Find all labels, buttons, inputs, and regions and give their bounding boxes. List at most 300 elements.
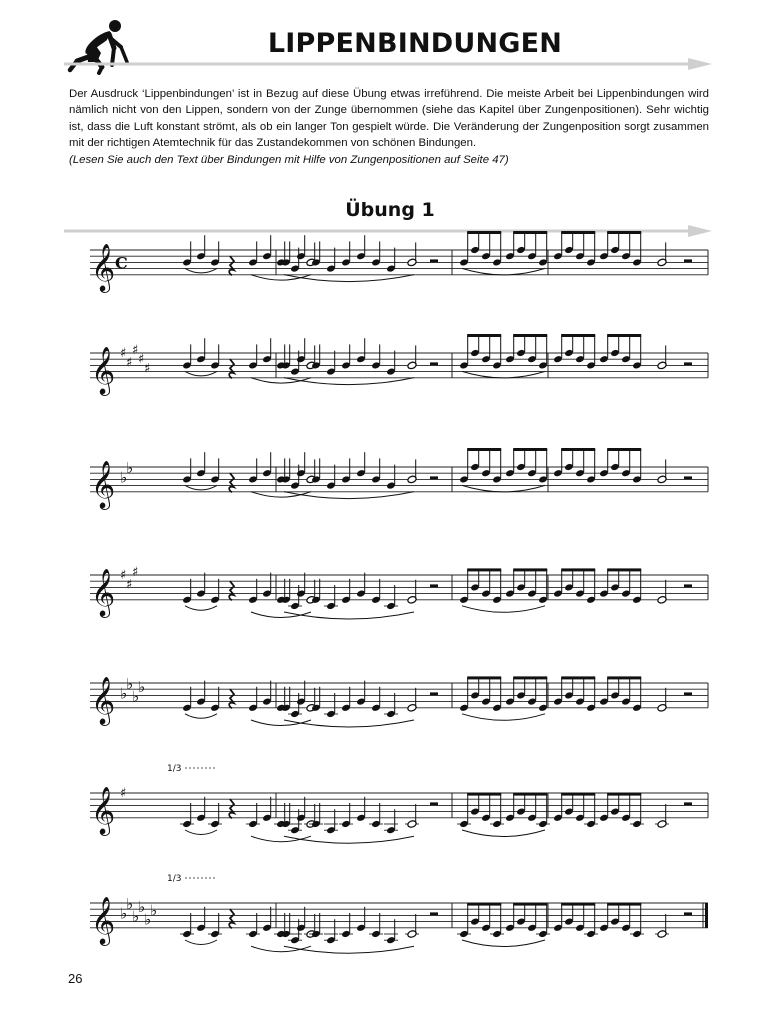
slur — [185, 485, 217, 490]
sharp-icon: ♯ — [138, 352, 145, 368]
note-head — [610, 917, 620, 925]
half-note-head — [407, 596, 417, 605]
note-head — [296, 697, 306, 705]
note-head — [599, 697, 609, 705]
note-head — [276, 475, 286, 483]
half-rest-icon — [430, 692, 438, 695]
note-head — [599, 252, 609, 260]
note-head — [210, 820, 220, 828]
note-head — [575, 589, 585, 597]
sharp-icon: ♯ — [126, 355, 133, 371]
flat-icon: ♭ — [120, 684, 128, 703]
staff-system — [90, 874, 708, 953]
note-head — [262, 469, 272, 477]
sharp-icon: ♯ — [120, 786, 127, 801]
note-head — [599, 924, 609, 932]
note-head — [516, 349, 526, 357]
note-head — [182, 704, 192, 712]
note-head — [386, 602, 396, 610]
note-head — [262, 814, 272, 822]
quarter-rest-icon — [229, 581, 234, 600]
note-head — [210, 361, 220, 369]
note-head — [632, 596, 642, 604]
note-head — [290, 481, 300, 489]
note-head — [341, 258, 351, 266]
quarter-rest-icon — [229, 909, 234, 928]
half-note-head — [657, 930, 667, 939]
note-head — [610, 583, 620, 591]
note-head — [575, 469, 585, 477]
note-head — [505, 814, 515, 822]
note-head — [599, 469, 609, 477]
note-head — [459, 475, 469, 483]
note-head — [459, 820, 469, 828]
slur — [251, 378, 311, 384]
note-head — [610, 691, 620, 699]
note-head — [262, 924, 272, 932]
note-head — [586, 361, 596, 369]
half-rest-icon — [684, 912, 692, 915]
note-head — [621, 355, 631, 363]
note-head — [505, 589, 515, 597]
note-head — [610, 463, 620, 471]
note-head — [371, 475, 381, 483]
note-head — [341, 704, 351, 712]
note-head — [459, 930, 469, 938]
fingering-label: 1/3 — [167, 874, 182, 884]
note-head — [516, 246, 526, 254]
note-head — [492, 930, 502, 938]
note-head — [210, 475, 220, 483]
flat-icon: ♭ — [126, 895, 134, 914]
note-head — [470, 583, 480, 591]
note-head — [527, 252, 537, 260]
slur — [251, 946, 311, 952]
slur — [462, 940, 545, 947]
slur — [284, 946, 414, 953]
note-head — [553, 355, 563, 363]
sharp-icon: ♯ — [132, 342, 139, 358]
note-head — [281, 475, 291, 483]
half-note-head — [657, 361, 667, 370]
intro-reference: (Lesen Sie auch den Text über Bindungen mit Hilfe von Zungenpositionen auf Seite 47) — [69, 153, 509, 166]
note-head — [492, 361, 502, 369]
note-head — [575, 697, 585, 705]
quarter-rest-icon — [229, 799, 234, 818]
note-head — [356, 589, 366, 597]
beam — [513, 793, 547, 796]
half-note-head — [407, 258, 417, 267]
flat-icon: ♭ — [132, 907, 140, 926]
note-head — [296, 924, 306, 932]
note-head — [505, 252, 515, 260]
note-head — [356, 697, 366, 705]
note-head — [564, 917, 574, 925]
slur — [185, 371, 217, 376]
half-note-head — [407, 704, 417, 713]
half-note-head — [657, 820, 667, 829]
note-head — [281, 596, 291, 604]
note-head — [621, 924, 631, 932]
staff-system — [90, 334, 708, 396]
quarter-rest-icon — [229, 359, 234, 378]
note-head — [311, 820, 321, 828]
note-head — [262, 252, 272, 260]
note-head — [296, 355, 306, 363]
beam — [561, 334, 595, 337]
note-head — [516, 807, 526, 815]
beam — [561, 448, 595, 451]
note-head — [371, 704, 381, 712]
note-head — [311, 596, 321, 604]
half-rest-icon — [430, 802, 438, 805]
note-head — [564, 463, 574, 471]
note-head — [527, 355, 537, 363]
note-head — [575, 252, 585, 260]
note-head — [481, 924, 491, 932]
half-note-head — [306, 704, 316, 713]
slur — [251, 492, 311, 498]
note-head — [527, 924, 537, 932]
note-head — [632, 930, 642, 938]
slur — [185, 268, 217, 273]
note-head — [481, 589, 491, 597]
note-head — [248, 930, 258, 938]
treble-clef-icon: 𝄞 — [91, 242, 116, 291]
note-head — [326, 826, 336, 834]
note-head — [248, 361, 258, 369]
beam — [467, 334, 501, 337]
note-head — [516, 463, 526, 471]
note-head — [356, 252, 366, 260]
treble-clef-icon: 𝄞 — [91, 785, 116, 834]
note-head — [599, 589, 609, 597]
note-head — [290, 367, 300, 375]
beam — [561, 793, 595, 796]
note-head — [527, 469, 537, 477]
treble-clef-icon: 𝄞 — [91, 345, 116, 394]
half-rest-icon — [684, 802, 692, 805]
note-head — [564, 349, 574, 357]
half-note-head — [306, 820, 316, 829]
note-head — [196, 355, 206, 363]
half-note-head — [306, 596, 316, 605]
slur — [284, 492, 414, 499]
treble-clef-icon: 𝄞 — [91, 675, 116, 724]
note-head — [459, 596, 469, 604]
slur — [251, 275, 311, 281]
half-rest-icon — [430, 259, 438, 262]
note-head — [527, 589, 537, 597]
note-head — [564, 807, 574, 815]
note-head — [470, 246, 480, 254]
treble-clef-icon: 𝄞 — [91, 459, 116, 508]
sharp-icon: ♯ — [126, 577, 133, 593]
title-arrow-icon — [64, 57, 714, 71]
page-title: LIPPENBINDUNGEN — [267, 28, 563, 59]
flat-icon: ♭ — [150, 901, 158, 920]
slur — [185, 606, 217, 611]
slur — [462, 714, 545, 721]
note-head — [341, 475, 351, 483]
note-head — [481, 355, 491, 363]
beam — [513, 568, 547, 571]
note-head — [610, 246, 620, 254]
note-head — [516, 691, 526, 699]
note-head — [470, 691, 480, 699]
note-head — [632, 475, 642, 483]
staff-system — [90, 231, 708, 293]
note-head — [182, 258, 192, 266]
note-head — [182, 596, 192, 604]
intro-paragraph: Der Ausdruck ‘Lippenbindungen’ ist in Bezug auf diese Übung etwas irreführend. Die meiste Arbeit bei Lippenbindungen wird nämlich nicht von den Lippen, sondern von der Zunge übernommen (siehe das Kapitel über Zungenpositionen). Sehr wichtig ist, dass die Luft konstant strömt, als ob ein langer Ton gespielt würde. Die Veränderung der Zungenposition sorgt zusammen mit der richtigen Atemtechnik für das Zustandekommen von schönen Bindungen. — [69, 88, 709, 150]
slur — [462, 606, 545, 613]
note-head — [586, 258, 596, 266]
note-head — [621, 697, 631, 705]
half-note-head — [306, 361, 316, 370]
note-head — [210, 596, 220, 604]
half-rest-icon — [684, 476, 692, 479]
flat-icon: ♭ — [120, 904, 128, 923]
note-head — [538, 361, 548, 369]
note-head — [610, 807, 620, 815]
note-head — [553, 252, 563, 260]
note-head — [281, 820, 291, 828]
slur — [284, 275, 414, 282]
note-head — [505, 697, 515, 705]
beam — [513, 903, 547, 906]
note-head — [610, 349, 620, 357]
note-head — [538, 930, 548, 938]
note-head — [248, 475, 258, 483]
note-head — [326, 367, 336, 375]
note-head — [599, 814, 609, 822]
note-head — [470, 807, 480, 815]
note-head — [386, 367, 396, 375]
note-head — [311, 930, 321, 938]
beam — [561, 903, 595, 906]
note-head — [632, 258, 642, 266]
note-head — [341, 820, 351, 828]
note-head — [586, 820, 596, 828]
note-head — [356, 355, 366, 363]
note-head — [182, 930, 192, 938]
fingering-label: 1/3 — [167, 764, 182, 774]
note-head — [371, 596, 381, 604]
note-head — [516, 917, 526, 925]
note-head — [281, 361, 291, 369]
note-head — [341, 361, 351, 369]
note-head — [262, 589, 272, 597]
beam — [607, 448, 641, 451]
note-head — [492, 596, 502, 604]
note-head — [341, 930, 351, 938]
note-head — [538, 596, 548, 604]
note-head — [538, 820, 548, 828]
treble-clef-icon: 𝄞 — [91, 895, 116, 944]
note-head — [276, 930, 286, 938]
note-head — [575, 924, 585, 932]
note-head — [553, 697, 563, 705]
slur — [462, 830, 545, 837]
note-head — [621, 469, 631, 477]
note-head — [481, 697, 491, 705]
note-head — [538, 704, 548, 712]
flat-icon: ♭ — [138, 678, 146, 697]
note-head — [553, 814, 563, 822]
note-head — [371, 930, 381, 938]
note-head — [586, 475, 596, 483]
note-head — [632, 704, 642, 712]
note-head — [290, 826, 300, 834]
note-head — [386, 481, 396, 489]
quarter-rest-icon — [229, 689, 234, 708]
half-rest-icon — [684, 584, 692, 587]
note-head — [586, 596, 596, 604]
note-head — [553, 924, 563, 932]
half-note-head — [407, 361, 417, 370]
slur — [251, 720, 311, 726]
half-note-head — [657, 596, 667, 605]
note-head — [481, 469, 491, 477]
note-head — [356, 469, 366, 477]
half-rest-icon — [430, 912, 438, 915]
slur — [185, 714, 217, 719]
note-head — [586, 930, 596, 938]
slur — [462, 268, 545, 275]
slur — [462, 485, 545, 492]
note-head — [296, 252, 306, 260]
note-head — [311, 258, 321, 266]
page-number: 26 — [68, 971, 83, 986]
note-head — [311, 361, 321, 369]
slur — [284, 720, 414, 727]
final-barline — [705, 903, 708, 928]
note-head — [459, 361, 469, 369]
beam — [607, 903, 641, 906]
note-head — [516, 583, 526, 591]
sharp-icon: ♯ — [120, 346, 127, 361]
note-head — [459, 704, 469, 712]
half-note-head — [306, 258, 316, 267]
note-head — [492, 704, 502, 712]
staff-system — [90, 675, 708, 727]
note-head — [281, 704, 291, 712]
note-head — [492, 258, 502, 266]
note-head — [553, 589, 563, 597]
flat-icon: ♭ — [126, 459, 134, 478]
note-head — [290, 264, 300, 272]
note-head — [356, 814, 366, 822]
beam — [467, 903, 501, 906]
note-head — [196, 469, 206, 477]
note-head — [470, 349, 480, 357]
note-head — [182, 475, 192, 483]
intro-text — [69, 86, 709, 168]
flat-icon: ♭ — [132, 687, 140, 706]
note-head — [296, 814, 306, 822]
note-head — [326, 264, 336, 272]
note-head — [196, 589, 206, 597]
note-head — [311, 475, 321, 483]
note-head — [290, 936, 300, 944]
slur — [185, 830, 217, 835]
note-head — [210, 930, 220, 938]
note-head — [371, 258, 381, 266]
slur — [284, 612, 414, 619]
note-head — [210, 704, 220, 712]
quarter-rest-icon — [229, 256, 234, 275]
note-head — [386, 936, 396, 944]
note-head — [505, 469, 515, 477]
exercise-title: Übung 1 — [345, 199, 435, 221]
note-head — [621, 814, 631, 822]
note-head — [196, 697, 206, 705]
staff-system — [90, 565, 708, 619]
half-note-head — [657, 475, 667, 484]
note-head — [196, 252, 206, 260]
slur — [284, 378, 414, 385]
note-head — [492, 820, 502, 828]
beam — [467, 448, 501, 451]
note-head — [248, 704, 258, 712]
beam — [561, 676, 595, 679]
note-head — [356, 924, 366, 932]
note-head — [262, 355, 272, 363]
note-head — [248, 258, 258, 266]
half-rest-icon — [684, 362, 692, 365]
note-head — [632, 820, 642, 828]
beam — [607, 334, 641, 337]
staff-system — [90, 448, 708, 510]
note-head — [538, 258, 548, 266]
note-head — [326, 602, 336, 610]
flat-icon: ♭ — [126, 675, 134, 694]
note-head — [296, 589, 306, 597]
note-head — [599, 355, 609, 363]
beam — [607, 676, 641, 679]
note-head — [182, 820, 192, 828]
note-head — [281, 258, 291, 266]
half-note-head — [306, 930, 316, 939]
beam — [607, 793, 641, 796]
slur — [251, 836, 311, 842]
sharp-icon: ♯ — [132, 564, 139, 580]
note-head — [621, 589, 631, 597]
slur — [462, 371, 545, 378]
note-head — [371, 820, 381, 828]
note-head — [632, 361, 642, 369]
quarter-rest-icon — [229, 473, 234, 492]
note-head — [326, 710, 336, 718]
beam — [467, 793, 501, 796]
flat-icon: ♭ — [144, 910, 152, 929]
beam — [513, 448, 547, 451]
treble-clef-icon: 𝄞 — [91, 567, 116, 616]
time-signature: C — [115, 253, 128, 273]
sharp-icon: ♯ — [120, 568, 127, 583]
half-rest-icon — [430, 362, 438, 365]
note-head — [386, 710, 396, 718]
note-head — [564, 691, 574, 699]
half-note-head — [407, 930, 417, 939]
note-head — [538, 475, 548, 483]
note-head — [575, 355, 585, 363]
note-head — [481, 814, 491, 822]
note-head — [210, 258, 220, 266]
note-head — [296, 469, 306, 477]
note-head — [470, 917, 480, 925]
